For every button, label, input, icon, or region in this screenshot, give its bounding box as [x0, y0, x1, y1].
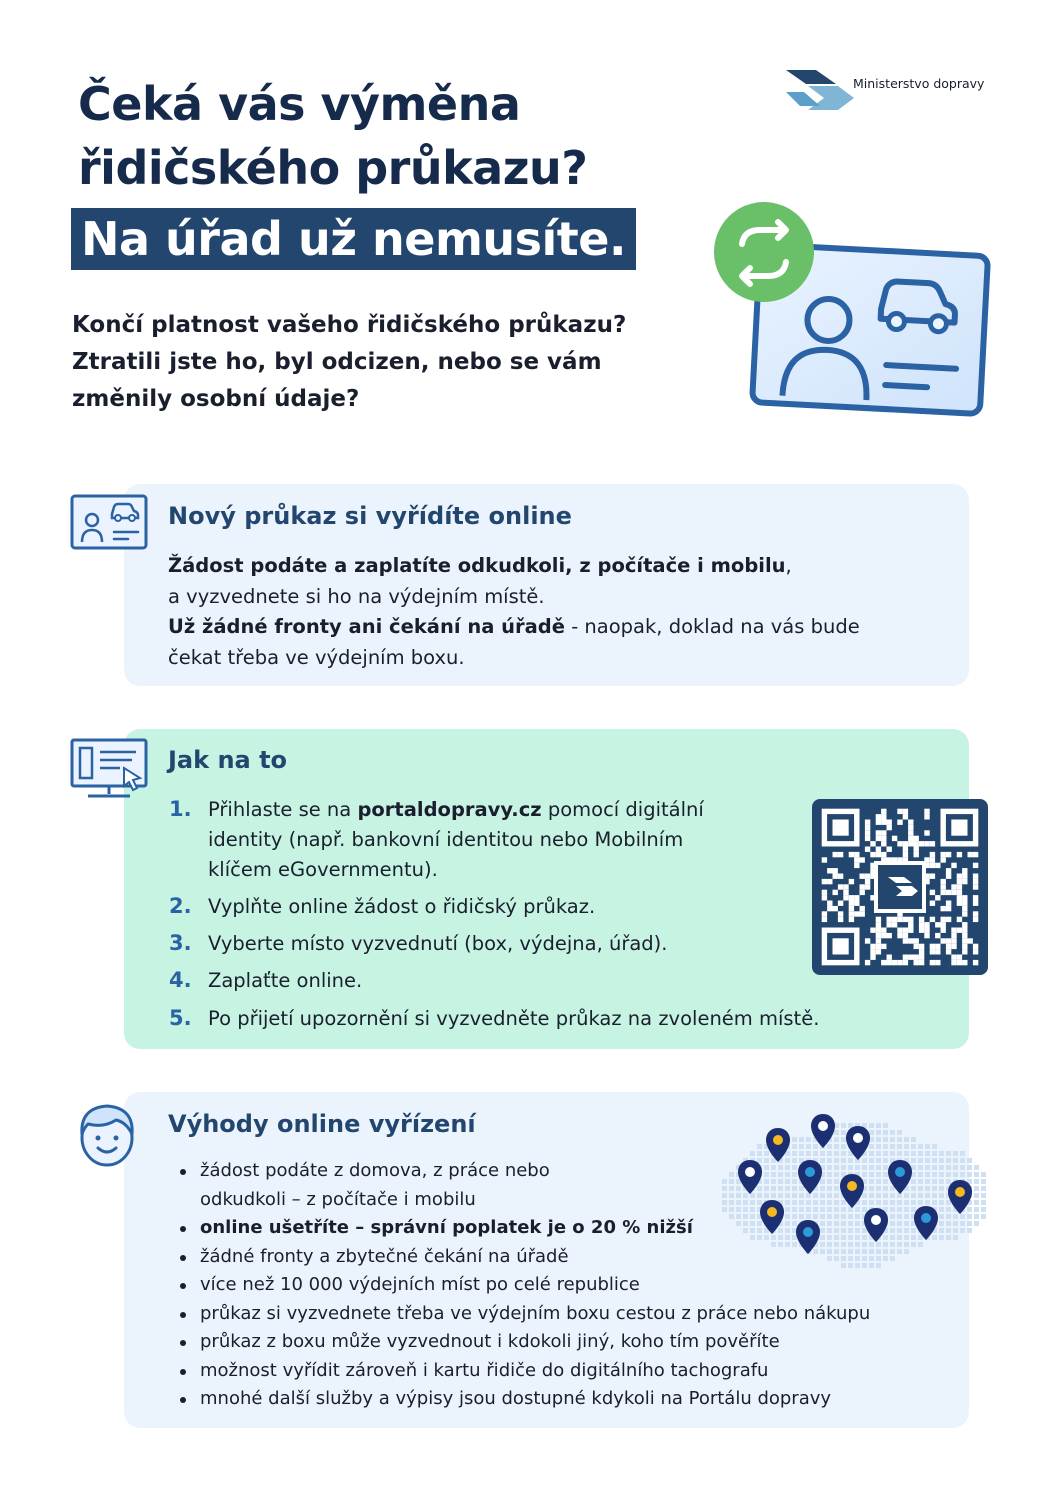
ministry-logo-icon	[786, 70, 854, 122]
list-item: online ušetříte – správní poplatek je o 20 % nižší	[180, 1214, 960, 1243]
bullet-dot	[180, 1312, 186, 1318]
step-number-4: 4.	[169, 968, 192, 992]
id-card-icon	[70, 494, 148, 550]
step-1-line-3: klíčem eGovernmentu).	[208, 858, 438, 881]
list-item: žádné fronty a zbytečné čekání na úřadě	[180, 1243, 960, 1272]
portal-link[interactable]: portaldopravy.cz	[357, 798, 542, 821]
bullet-dot	[180, 1283, 186, 1289]
bullet-dot	[180, 1226, 186, 1232]
qr-code-pattern	[812, 799, 988, 975]
section-online-title: Nový průkaz si vyřídíte online	[168, 502, 572, 530]
computer-monitor-icon	[70, 738, 148, 800]
smiling-face-icon	[76, 1100, 138, 1168]
ministry-name: Ministerstvo dopravy	[853, 76, 985, 91]
section-online-line-1: Žádost podáte a zaplatíte odkudkoli, z počítače i mobilu,	[168, 554, 792, 577]
location-pin-icon	[811, 1114, 835, 1148]
bullet-dot	[180, 1255, 186, 1261]
step-4-text: Zaplaťte online.	[208, 969, 363, 992]
bullet-dot	[180, 1169, 186, 1175]
list-item: průkaz si vyzvednete třeba ve výdejním boxu cestou z práce nebo nákupu	[180, 1300, 960, 1329]
bullet-dot	[180, 1397, 186, 1403]
list-item: možnost vyřídit zároveň i kartu řidiče do digitálního tachografu	[180, 1357, 960, 1386]
section-online-line-2: a vyzvednete si ho na výdejním místě.	[168, 585, 545, 608]
section-online-line-3: Už žádné fronty ani čekání na úřadě - naopak, doklad na vás bude	[168, 615, 860, 638]
title-banner: Na úřad už nemusíte.	[71, 208, 636, 270]
driving-licence-card-icon	[712, 200, 994, 422]
section-benefits-title: Výhody online vyřízení	[168, 1110, 476, 1138]
intro-line-3: změnily osobní údaje?	[72, 386, 360, 412]
step-number-2: 2.	[169, 894, 192, 918]
list-item: průkaz z boxu může vyzvednout i kdokoli jiný, koho tím pověříte	[180, 1328, 960, 1357]
section-howto-title: Jak na to	[168, 746, 288, 774]
step-1-line-1: Přihlaste se na portaldopravy.cz pomocí digitální	[208, 798, 704, 821]
title-line-1: Čeká vás výměna	[78, 77, 521, 131]
benefits-list	[180, 1157, 960, 1414]
step-number-5: 5.	[169, 1006, 192, 1030]
step-number-3: 3.	[169, 931, 192, 955]
list-item: žádost podáte z domova, z práce nebo odkudkoli – z počítače i mobilu	[180, 1157, 960, 1214]
section-online-line-4: čekat třeba ve výdejním boxu.	[168, 646, 465, 669]
step-3-text: Vyberte místo vyzvednutí (box, výdejna, úřad).	[208, 932, 668, 955]
step-5-text: Po přijetí upozornění si vyzvedněte průkaz na zvoleném místě.	[208, 1007, 820, 1030]
title-line-2: řidičského průkazu?	[78, 141, 588, 195]
bullet-dot	[180, 1340, 186, 1346]
step-number-1: 1.	[169, 797, 192, 821]
list-item: mnohé další služby a výpisy jsou dostupné kdykoli na Portálu dopravy	[180, 1385, 960, 1414]
qr-code[interactable]	[812, 799, 988, 975]
intro-line-2: Ztratili jste ho, byl odcizen, nebo se vám	[72, 349, 602, 375]
step-2-text: Vyplňte online žádost o řidičský průkaz.	[208, 895, 596, 918]
step-1-line-2: identity (např. bankovní identitou nebo Mobilním	[208, 828, 684, 851]
intro-line-1: Končí platnost vašeho řidičského průkazu?	[72, 312, 627, 338]
bullet-dot	[180, 1369, 186, 1375]
list-item: více než 10 000 výdejních míst po celé republice	[180, 1271, 960, 1300]
